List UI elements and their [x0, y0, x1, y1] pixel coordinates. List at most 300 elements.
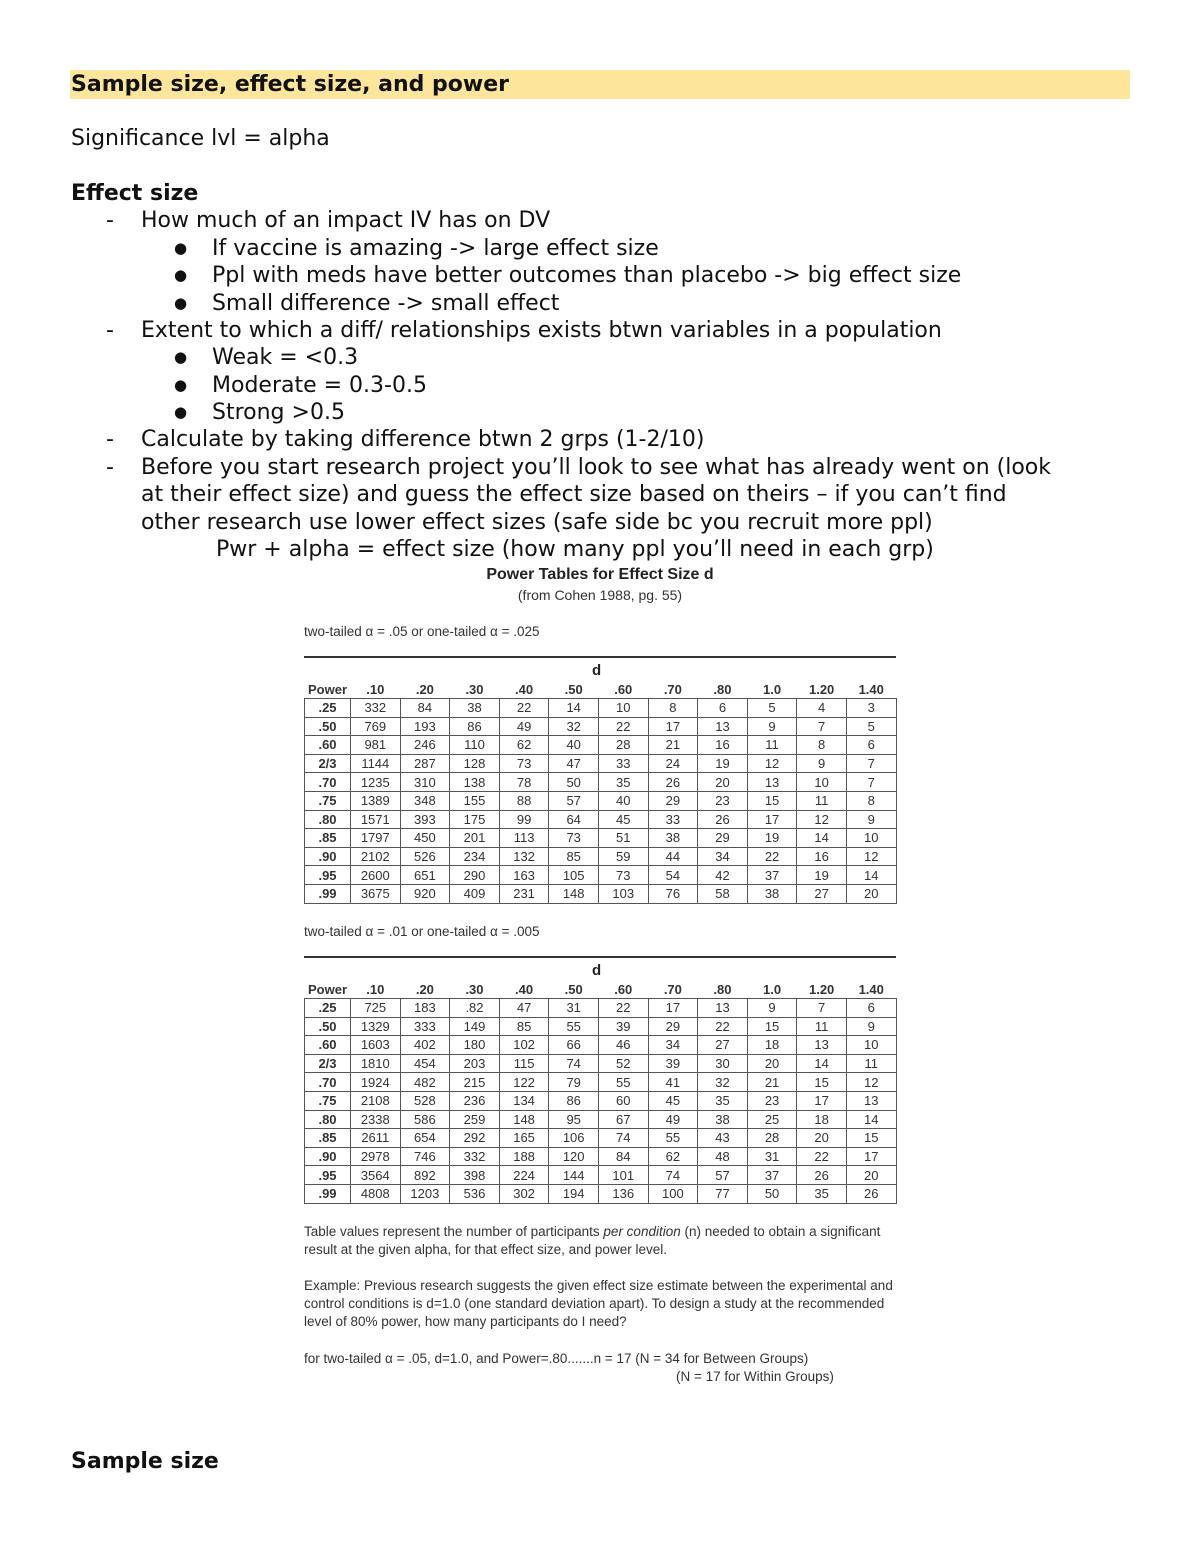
sample-size-cell: 398: [450, 1166, 500, 1185]
sample-size-cell: 57: [698, 1166, 748, 1185]
list-item: Calculate by taking difference btwn 2 grps (1-2/10): [141, 427, 705, 452]
sample-size-cell: 22: [499, 699, 549, 718]
sample-size-cell: 62: [648, 1147, 698, 1166]
power-cell: .70: [305, 773, 351, 792]
power-cell: .95: [305, 866, 351, 885]
power-cell: .99: [305, 1184, 351, 1203]
sample-size-cell: 4: [797, 699, 847, 718]
sample-size-cell: 26: [846, 1184, 896, 1203]
sample-size-cell: 39: [648, 1054, 698, 1073]
sample-size-cell: 115: [499, 1054, 549, 1073]
sample-size-cell: 15: [747, 1017, 797, 1036]
sample-size-cell: 7: [846, 754, 896, 773]
effect-size-column-header: .50: [564, 681, 583, 697]
sample-size-cell: 50: [549, 773, 599, 792]
sample-size-cell: 920: [400, 884, 450, 903]
table-note-text: Table values represent the number of participants: [304, 1224, 604, 1239]
table-row: [305, 1184, 897, 1203]
list-item-line: other research use lower effect sizes (safe side bc you recruit more ppl): [141, 510, 933, 535]
sample-size-cell: 15: [846, 1129, 896, 1148]
sample-size-cell: 136: [598, 1184, 648, 1203]
sample-size-cell: 981: [351, 736, 401, 755]
sample-size-cell: 77: [698, 1184, 748, 1203]
sample-size-cell: 292: [450, 1129, 500, 1148]
sample-size-cell: 138: [450, 773, 500, 792]
sample-size-cell: 62: [499, 736, 549, 755]
sample-size-cell: 76: [648, 884, 698, 903]
table-row: [305, 1166, 897, 1185]
sample-size-cell: 13: [698, 717, 748, 736]
sample-size-cell: 2108: [351, 1091, 401, 1110]
sample-size-cell: 16: [698, 736, 748, 755]
sample-size-cell: 409: [450, 884, 500, 903]
bullet-marker: ●: [174, 266, 188, 284]
sample-size-cell: 215: [450, 1073, 500, 1092]
sample-size-cell: 12: [846, 1073, 896, 1092]
sample-size-cell: 528: [400, 1091, 450, 1110]
sample-size-cell: 24: [648, 754, 698, 773]
bullet-marker: ●: [174, 294, 188, 312]
sample-size-cell: 310: [400, 773, 450, 792]
table-row: [305, 754, 897, 773]
power-cell: .90: [305, 1147, 351, 1166]
sub-list-item: Weak = <0.3: [212, 345, 359, 370]
sample-size-cell: 16: [797, 847, 847, 866]
table1-d-label: d: [592, 662, 602, 679]
sample-size-cell: 49: [648, 1110, 698, 1129]
table2-rule: [304, 956, 896, 958]
effect-size-column-header: .80: [713, 981, 732, 997]
sample-size-cell: 17: [648, 999, 698, 1018]
sample-size-cell: 120: [549, 1147, 599, 1166]
dash-marker: -: [106, 427, 114, 452]
sample-size-cell: 27: [797, 884, 847, 903]
power-column-header: Power: [307, 981, 347, 997]
effect-size-column-header: 1.0: [763, 681, 782, 697]
sample-size-cell: 134: [499, 1091, 549, 1110]
table-row: [305, 1017, 897, 1036]
sample-size-cell: 1797: [351, 829, 401, 848]
sample-size-cell: 2600: [351, 866, 401, 885]
sample-size-cell: 34: [698, 847, 748, 866]
sample-size-cell: 29: [698, 829, 748, 848]
sample-size-cell: 43: [698, 1129, 748, 1148]
effect-size-column-header: .20: [415, 681, 434, 697]
sample-size-cell: 148: [549, 884, 599, 903]
sample-size-cell: 26: [797, 1166, 847, 1185]
sample-size-cell: 29: [648, 1017, 698, 1036]
sample-size-cell: 37: [747, 1166, 797, 1185]
effect-size-column-header: 1.20: [808, 681, 835, 697]
sample-size-cell: 148: [499, 1110, 549, 1129]
sample-size-cell: 25: [747, 1110, 797, 1129]
power-cell: .80: [305, 810, 351, 829]
sample-size-cell: 13: [846, 1091, 896, 1110]
table2-d-label: d: [592, 962, 602, 979]
sample-size-cell: 27: [698, 1036, 748, 1055]
sample-size-cell: 402: [400, 1036, 450, 1055]
sample-size-cell: 28: [747, 1129, 797, 1148]
effect-size-column-header: .20: [415, 981, 434, 997]
sample-size-cell: 17: [846, 1147, 896, 1166]
sample-size-cell: 20: [846, 1166, 896, 1185]
sample-size-cell: 33: [598, 754, 648, 773]
sample-size-cell: 73: [499, 754, 549, 773]
sample-size-cell: 194: [549, 1184, 599, 1203]
sample-size-cell: 10: [846, 1036, 896, 1055]
sample-size-cell: 39: [598, 1017, 648, 1036]
sample-size-cell: 6: [846, 999, 896, 1018]
power-cell: .60: [305, 736, 351, 755]
sample-size-cell: 35: [598, 773, 648, 792]
sample-size-cell: 74: [549, 1054, 599, 1073]
significance-line: Significance lvl = alpha: [71, 126, 330, 151]
sample-size-cell: 32: [698, 1073, 748, 1092]
sample-size-cell: 332: [450, 1147, 500, 1166]
sample-size-cell: 48: [698, 1147, 748, 1166]
sample-size-cell: 1235: [351, 773, 401, 792]
sample-size-cell: 450: [400, 829, 450, 848]
example-result-line-2: (N = 17 for Within Groups): [676, 1369, 834, 1384]
page-title: Sample size, effect size, and power: [71, 72, 509, 97]
sample-size-cell: 9: [747, 717, 797, 736]
sample-size-cell: 651: [400, 866, 450, 885]
sub-list-item: Ppl with meds have better outcomes than placebo -> big effect size: [212, 263, 962, 288]
sample-size-cell: 18: [797, 1110, 847, 1129]
sample-size-cell: 11: [797, 791, 847, 810]
sample-size-cell: 55: [549, 1017, 599, 1036]
dash-marker: -: [106, 208, 114, 233]
sample-size-cell: 86: [450, 717, 500, 736]
sample-size-cell: 37: [747, 866, 797, 885]
table-header-row: [305, 980, 897, 999]
sample-size-cell: 259: [450, 1110, 500, 1129]
sample-size-cell: 51: [598, 829, 648, 848]
effect-size-column-header: .70: [663, 981, 682, 997]
sample-size-cell: 73: [598, 866, 648, 885]
sub-list-item: If vaccine is amazing -> large effect size: [212, 236, 659, 261]
sample-size-cell: 26: [648, 773, 698, 792]
sample-size-cell: 35: [698, 1091, 748, 1110]
sample-size-cell: 7: [797, 717, 847, 736]
sample-size-cell: 110: [450, 736, 500, 755]
sample-size-cell: 9: [846, 810, 896, 829]
sample-size-cell: 2338: [351, 1110, 401, 1129]
sample-size-cell: 165: [499, 1129, 549, 1148]
sample-size-cell: 60: [598, 1091, 648, 1110]
effect-size-column-header: .40: [515, 981, 534, 997]
table-header-row: [305, 680, 897, 699]
sample-size-cell: 47: [549, 754, 599, 773]
table-row: [305, 829, 897, 848]
power-cell: .85: [305, 829, 351, 848]
sample-size-cell: 8: [846, 791, 896, 810]
sample-size-cell: 290: [450, 866, 500, 885]
sample-size-cell: 78: [499, 773, 549, 792]
effect-size-column-header: .30: [465, 981, 484, 997]
effect-size-column-header: .60: [614, 981, 633, 997]
sample-size-cell: 6: [846, 736, 896, 755]
sample-size-cell: 47: [499, 999, 549, 1018]
table1-rule: [304, 656, 896, 658]
power-cell: .85: [305, 1129, 351, 1148]
example-result-line: for two-tailed α = .05, d=1.0, and Power=.80.......n = 17 (N = 34 for Between Groups): [304, 1351, 809, 1366]
sample-size-cell: 86: [549, 1091, 599, 1110]
sample-size-cell: 85: [499, 1017, 549, 1036]
sample-size-cell: 8: [797, 736, 847, 755]
sample-size-cell: 4808: [351, 1184, 401, 1203]
table-note: [304, 1223, 904, 1259]
sample-size-cell: 23: [698, 791, 748, 810]
sample-size-cell: 99: [499, 810, 549, 829]
table-row: [305, 717, 897, 736]
sample-size-cell: 536: [450, 1184, 500, 1203]
sample-size-cell: 52: [598, 1054, 648, 1073]
table-row: [305, 773, 897, 792]
sample-size-cell: 155: [450, 791, 500, 810]
sample-size-cell: 393: [400, 810, 450, 829]
sample-size-cell: 746: [400, 1147, 450, 1166]
table-row: [305, 999, 897, 1018]
sample-size-cell: 7: [797, 999, 847, 1018]
sample-size-cell: 22: [698, 1017, 748, 1036]
sample-size-cell: 106: [549, 1129, 599, 1148]
sample-size-cell: 38: [450, 699, 500, 718]
effect-size-column-header: .50: [564, 981, 583, 997]
effect-size-column-header: 1.40: [858, 981, 884, 997]
power-cell: 2/3: [305, 1054, 351, 1073]
sample-size-cell: 1329: [351, 1017, 401, 1036]
sample-size-cell: 74: [648, 1166, 698, 1185]
sample-size-cell: 1571: [351, 810, 401, 829]
sample-size-cell: 654: [400, 1129, 450, 1148]
bullet-marker: ●: [174, 403, 188, 421]
sample-size-cell: 122: [499, 1073, 549, 1092]
power-cell: 2/3: [305, 754, 351, 773]
list-item-line: at their effect size) and guess the effect size based on theirs – if you can’t find: [141, 482, 1007, 507]
sample-size-cell: 20: [747, 1054, 797, 1073]
sample-size-cell: 234: [450, 847, 500, 866]
sample-size-cell: 59: [598, 847, 648, 866]
bullet-marker: ●: [174, 348, 188, 366]
sample-size-cell: 10: [598, 699, 648, 718]
sample-size-cell: 1389: [351, 791, 401, 810]
sample-size-cell: 224: [499, 1166, 549, 1185]
effect-size-column-header: .40: [515, 681, 534, 697]
sample-size-cell: 102: [499, 1036, 549, 1055]
sample-size-cell: 149: [450, 1017, 500, 1036]
sample-size-cell: 6: [698, 699, 748, 718]
power-cell: .50: [305, 1017, 351, 1036]
sample-size-cell: 66: [549, 1036, 599, 1055]
sub-list-item: Moderate = 0.3-0.5: [212, 373, 427, 398]
effect-size-column-header: 1.20: [808, 981, 835, 997]
sample-size-cell: 332: [351, 699, 401, 718]
sample-size-cell: 180: [450, 1036, 500, 1055]
sample-size-cell: 231: [499, 884, 549, 903]
sample-size-cell: 14: [846, 1110, 896, 1129]
sample-size-cell: 11: [846, 1054, 896, 1073]
sample-size-cell: 14: [549, 699, 599, 718]
sample-size-cell: 84: [400, 699, 450, 718]
power-cell: .75: [305, 1091, 351, 1110]
sample-size-cell: 302: [499, 1184, 549, 1203]
sample-size-cell: 15: [797, 1073, 847, 1092]
sample-size-heading: Sample size: [71, 1449, 219, 1474]
sample-size-cell: 14: [797, 829, 847, 848]
table-row: [305, 1054, 897, 1073]
sample-size-cell: 26: [698, 810, 748, 829]
sample-size-cell: 28: [598, 736, 648, 755]
sample-size-cell: 30: [698, 1054, 748, 1073]
sample-size-cell: 14: [797, 1054, 847, 1073]
sample-size-cell: 22: [598, 999, 648, 1018]
sample-size-cell: 19: [698, 754, 748, 773]
effect-size-column-header: .70: [663, 681, 682, 697]
sample-size-cell: 73: [549, 829, 599, 848]
sample-size-cell: 203: [450, 1054, 500, 1073]
figure-subtitle: (from Cohen 1988, pg. 55): [517, 587, 683, 603]
power-cell: .50: [305, 717, 351, 736]
sample-size-cell: 12: [747, 754, 797, 773]
sample-size-cell: 132: [499, 847, 549, 866]
power-cell: .75: [305, 791, 351, 810]
bullet-marker: ●: [174, 376, 188, 394]
power-cell: .25: [305, 699, 351, 718]
sample-size-cell: 725: [351, 999, 401, 1018]
sample-size-cell: 64: [549, 810, 599, 829]
table-row: [305, 1147, 897, 1166]
sample-size-cell: 50: [747, 1184, 797, 1203]
sample-size-cell: 769: [351, 717, 401, 736]
sample-size-cell: 236: [450, 1091, 500, 1110]
sample-size-cell: 113: [499, 829, 549, 848]
sample-size-cell: 188: [499, 1147, 549, 1166]
sub-list-item: Small difference -> small effect: [212, 291, 560, 316]
sample-size-cell: 21: [747, 1073, 797, 1092]
sample-size-cell: 45: [648, 1091, 698, 1110]
sample-size-cell: 21: [648, 736, 698, 755]
sample-size-cell: 38: [648, 829, 698, 848]
sample-size-cell: 2978: [351, 1147, 401, 1166]
sample-size-cell: 12: [846, 847, 896, 866]
sample-size-cell: 55: [598, 1073, 648, 1092]
effect-size-heading: Effect size: [71, 181, 199, 206]
power-cell: .25: [305, 999, 351, 1018]
sample-size-cell: 128: [450, 754, 500, 773]
sample-size-cell: 58: [698, 884, 748, 903]
power-cell: .60: [305, 1036, 351, 1055]
effect-size-column-header: 1.40: [858, 681, 884, 697]
sub-list-item: Strong >0.5: [212, 400, 345, 425]
sample-size-cell: 33: [648, 810, 698, 829]
table-row: [305, 866, 897, 885]
power-cell: .95: [305, 1166, 351, 1185]
sample-size-cell: 1603: [351, 1036, 401, 1055]
sample-size-cell: 7: [846, 773, 896, 792]
power-cell: .70: [305, 1073, 351, 1092]
sample-size-cell: 22: [747, 847, 797, 866]
bullet-marker: ●: [174, 239, 188, 257]
sample-size-cell: 55: [648, 1129, 698, 1148]
sample-size-cell: 17: [797, 1091, 847, 1110]
sample-size-cell: 57: [549, 791, 599, 810]
sample-size-cell: 31: [549, 999, 599, 1018]
table2-condition: two-tailed α = .01 or one-tailed α = .005: [304, 924, 540, 939]
sample-size-cell: 88: [499, 791, 549, 810]
table-row: [305, 791, 897, 810]
sample-size-cell: 32: [549, 717, 599, 736]
list-item: How much of an impact IV has on DV: [141, 208, 551, 233]
sample-size-cell: 1810: [351, 1054, 401, 1073]
sample-size-cell: 1924: [351, 1073, 401, 1092]
sample-size-cell: 44: [648, 847, 698, 866]
effect-size-column-header: 1.0: [763, 981, 782, 997]
sample-size-cell: 526: [400, 847, 450, 866]
sample-size-cell: 183: [400, 999, 450, 1018]
sample-size-cell: 287: [400, 754, 450, 773]
effect-size-column-header: .10: [366, 681, 385, 697]
effect-size-column-header: .10: [366, 981, 385, 997]
formula-line: Pwr + alpha = effect size (how many ppl you’ll need in each grp): [216, 537, 934, 562]
power-cell: .99: [305, 884, 351, 903]
sample-size-cell: 85: [549, 847, 599, 866]
figure-title: Power Tables for Effect Size d: [486, 566, 714, 583]
table-row: [305, 884, 897, 903]
sample-size-cell: 84: [598, 1147, 648, 1166]
sample-size-cell: 74: [598, 1129, 648, 1148]
sample-size-cell: 103: [598, 884, 648, 903]
sample-size-cell: 17: [747, 810, 797, 829]
sample-size-cell: 144: [549, 1166, 599, 1185]
sample-size-cell: 12: [797, 810, 847, 829]
sample-size-cell: 482: [400, 1073, 450, 1092]
example-text: Example: Previous research suggests the given effect size estimate between the experimental and control conditions is d=1.0 (one standard deviation apart). To design a study at the recommended level of 80% power, how many participants do I need?: [304, 1278, 893, 1329]
sample-size-cell: 8: [648, 699, 698, 718]
sample-size-cell: 9: [846, 1017, 896, 1036]
table-row: [305, 1110, 897, 1129]
sample-size-cell: 42: [698, 866, 748, 885]
sample-size-cell: 101: [598, 1166, 648, 1185]
table-row: [305, 699, 897, 718]
sample-size-cell: 22: [598, 717, 648, 736]
table-row: [305, 736, 897, 755]
effect-size-column-header: .60: [614, 681, 633, 697]
sample-size-cell: 22: [797, 1147, 847, 1166]
sample-size-cell: 13: [747, 773, 797, 792]
sample-size-cell: 9: [747, 999, 797, 1018]
sample-size-cell: 2102: [351, 847, 401, 866]
dash-marker: -: [106, 318, 114, 343]
table-note-italic: per condition: [603, 1224, 681, 1239]
sample-size-cell: 3675: [351, 884, 401, 903]
sample-size-cell: 95: [549, 1110, 599, 1129]
table-row: [305, 810, 897, 829]
table-note-text-end: (n) needed to obtain a significant result at the given alpha, for that effect size, and power level.: [304, 1224, 881, 1257]
sample-size-cell: 19: [747, 829, 797, 848]
sample-size-cell: 31: [747, 1147, 797, 1166]
sample-size-cell: 41: [648, 1073, 698, 1092]
sample-size-cell: 23: [747, 1091, 797, 1110]
sample-size-cell: 35: [797, 1184, 847, 1203]
sample-size-cell: 193: [400, 717, 450, 736]
sample-size-cell: 11: [797, 1017, 847, 1036]
sample-size-cell: 40: [549, 736, 599, 755]
table-row: [305, 1091, 897, 1110]
sample-size-cell: 20: [797, 1129, 847, 1148]
sample-size-cell: 29: [648, 791, 698, 810]
power-table-alpha-01: [304, 980, 897, 1204]
